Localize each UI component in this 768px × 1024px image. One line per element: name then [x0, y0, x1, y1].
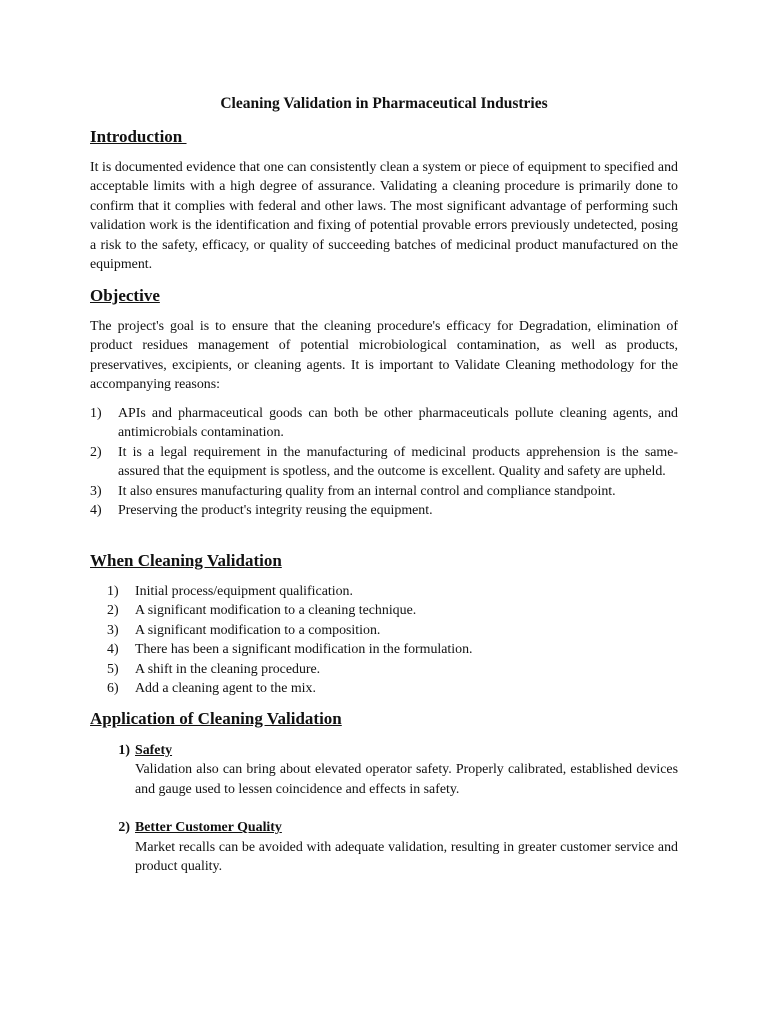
- list-item: [107, 679, 678, 698]
- list-number: 1): [107, 584, 119, 599]
- objective-reasons-list: [90, 404, 678, 520]
- list-item-text: Validation also can bring about elevated operator safety. Properly calibrated, established devices and gauge used to lessen coincidence and effects in safety.: [135, 762, 678, 797]
- list-item-text: A significant modification to a composition.: [135, 622, 381, 638]
- list-item-text: It is a legal requirement in the manufacturing of medicinal products apprehension is the same-assured that the equipment is spotless, and the outcome is excellent. Quality and safety are upheld.: [118, 444, 678, 480]
- list-item: [107, 621, 678, 640]
- list-item: [118, 818, 678, 876]
- list-item-text: Preserving the product's integrity reusing the equipment.: [118, 503, 433, 519]
- list-item: [90, 482, 678, 501]
- list-item-text: A significant modification to a cleaning technique.: [135, 603, 417, 619]
- list-item: [90, 443, 678, 482]
- list-number: 3): [90, 483, 102, 499]
- list-number: 3): [107, 622, 119, 638]
- when-heading: When Cleaning Validation: [90, 551, 282, 570]
- list-number: 1): [90, 406, 102, 421]
- list-item-title: Safety: [135, 743, 173, 758]
- list-item-text: It also ensures manufacturing quality from an internal control and compliance standpoint.: [118, 483, 616, 499]
- list-item-text: A shift in the cleaning procedure.: [135, 661, 321, 677]
- list-item-title: Better Customer Quality: [135, 820, 282, 836]
- list-item: [90, 501, 678, 520]
- document-title: Cleaning Validation in Pharmaceutical Industries: [220, 95, 548, 112]
- list-number: 1): [118, 743, 130, 758]
- list-item: [118, 741, 678, 799]
- list-number: 4): [107, 642, 119, 658]
- application-list: [118, 741, 678, 895]
- list-item-text: Add a cleaning agent to the mix.: [135, 681, 316, 697]
- list-item-text: Initial process/equipment qualification.: [135, 584, 353, 599]
- application-heading: Application of Cleaning Validation: [90, 709, 342, 728]
- list-item: [107, 601, 678, 620]
- list-item-text: There has been a significant modification in the formulation.: [135, 642, 473, 658]
- list-item: [90, 404, 678, 443]
- objective-heading: Objective: [90, 286, 160, 305]
- list-number: 2): [90, 444, 102, 460]
- list-number: 4): [90, 503, 102, 519]
- list-item: [107, 640, 678, 659]
- introduction-paragraph: It is documented evidence that one can consistently clean a system or piece of equipment to specified and acceptable limits with a high degree of assurance. Validating a cleaning procedure is primarily done to confirm that it complies with federal and other laws. The most significant advantage of performing such validation work is the identification and fixing of potential provable errors previously undetected, posing a risk to the safety, efficacy, or quality of succeeding batches of medicinal product manufactured on the equipment.: [90, 160, 678, 273]
- list-number: 2): [118, 820, 130, 836]
- list-item: [107, 660, 678, 679]
- list-number: 2): [107, 603, 119, 619]
- list-number: 5): [107, 661, 119, 677]
- list-item-text: Market recalls can be avoided with adequate validation, resulting in greater customer service and product quality.: [135, 839, 678, 875]
- list-item: [107, 582, 678, 601]
- list-item-text: APIs and pharmaceutical goods can both be other pharmaceuticals pollute cleaning agents, and antimicrobials contamination.: [118, 406, 678, 441]
- list-number: 6): [107, 681, 119, 697]
- when-list: [107, 582, 678, 698]
- objective-paragraph: The project's goal is to ensure that the cleaning procedure's efficacy for Degradation, elimination of product residues management of potential microbiological contamination, as well as products, preservatives, excipients, or cleaning agents. It is important to Validate Cleaning methodology for the accompanying reasons:: [90, 319, 678, 393]
- introduction-heading: Introduction: [90, 127, 187, 146]
